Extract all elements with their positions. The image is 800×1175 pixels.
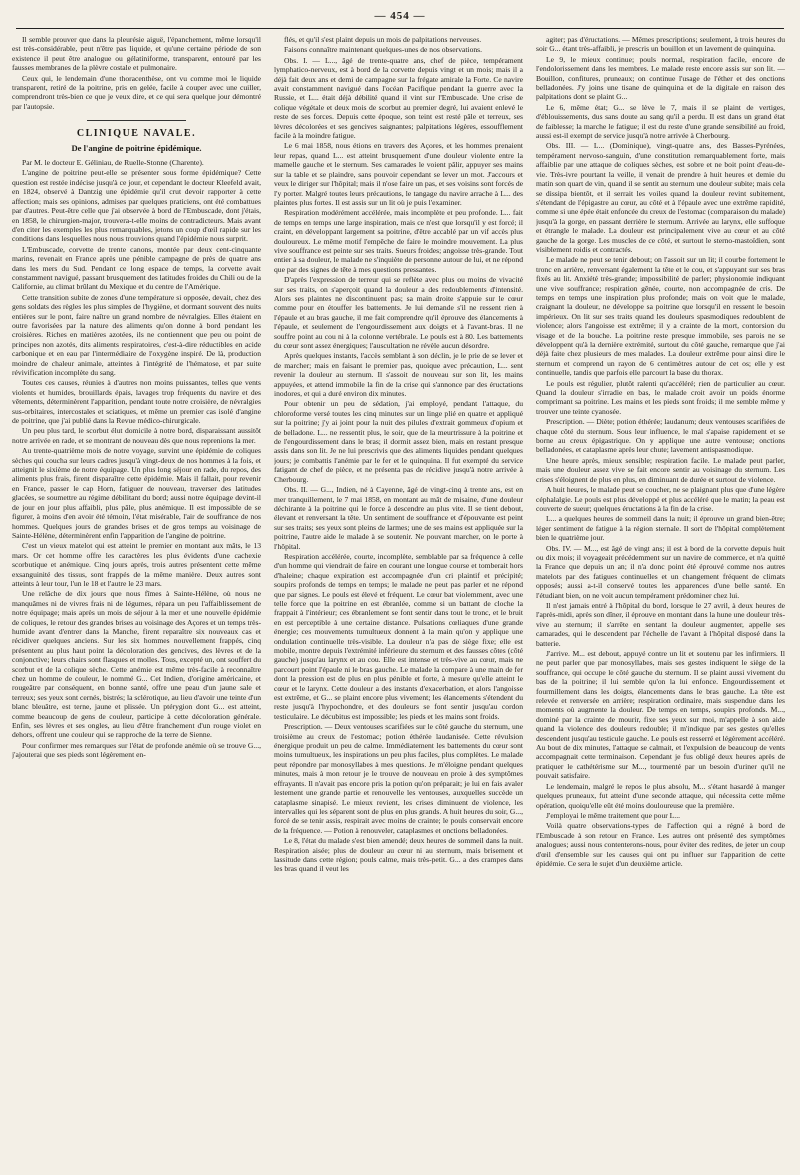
paragraph: L'Embuscade, corvette de trente canons, montée par deux cent-cinquante marins, revenait en France après une pénible campagne de près de quatre ans dans les mers du Sud. Pendant ce long espace de temps, la corvette avait constamment navigué, passant brusquement des latitudes froides du Chili ou de la Californie, au climat brûlant du Mexique et du centre de l'Amérique. <box>12 244 261 292</box>
paragraph: L... a quelques heures de sommeil dans la nuit; il éprouve un grand bien-être; léger sentiment de fatigue à la région sternale. Il sort de l'hôpital complètement bien le quatrième jour. <box>536 514 785 543</box>
paragraph: Obs. III. — L... (Dominique), vingt-quatre ans, des Basses-Pyrénées, tempérament nervoso-sanguin, d'une constitution remarquablement forte, mais affaiblie par une attaque de coliques sèches, est sobre et ne boit point d'eau-de-vie. Très-ivre pourtant la veille, il venait de prendre à huit heures et demie du matin son quart de vin, quand il se sentit au sternum une douleur subite; mais cela se dissipa bientôt, et il serrait les voiles quand la douleur revint subitement, s'étendant de l'épigastre au cœur, au côté et à l'épaule avec une extrême rapidité, comme si une épée était enfoncée du creux de l'estomac (comparaison du malade) jusqu'à la gorge, en passant derrière le sternum. Arrivée au larynx, elle suffoque et étrangle le malade. La douleur est principalement vive au cœur et au côté gauche de la gorge. Les muscles de ce côté, et surtout le sterno-mastoïdien, sont visiblement roidis et contractés. <box>536 141 785 254</box>
paragraph: Après quelques instants, l'accès semblant à son déclin, je le prie de se lever et de marcher; mais en faisant le premier pas, quoique avec précaution, L... sent revenir la douleur au sternum. Il s'assoit de nouveau sur son lit, les mains appuyées, et attend immobile la fin de la crise qui s'annonce par des éructations inodores, et qui a duré environ dix minutes. <box>274 351 523 399</box>
page-number: — 454 — <box>374 10 426 22</box>
paragraph: J'arrive. M... est debout, appuyé contre un lit et soutenu par les infirmiers. Il ne peut parler que par monosyllabes, mais ses gestes indiquent le siège de la souffrance, qui occupe le côté gauche du sternum. Il se plaint aussi vivement du bas de la poitrine; il lui semble qu'on la lui enfonce. Engourdissement et fourmillement dans les doigts, élancements dans le bras gauche. La tête est relevée et renversée en arrière; respiration ordinaire, mais suspendue dans les moments où augmente la douleur. De temps en temps, soupirs profonds. M..., dominé par la crainte de mourir, fixe ses yeux sur moi, m'appelle à son aide quand la violence des douleurs redouble; il m'indique par ses gestes qu'elles descendent jusqu'au testicule gauche. Le pouls est resserré et légèrement accéléré. Au bout de dix minutes, l'attaque se calmait, et l'expulsion de beaucoup de vents accompagnait cette terminaison. Cependant je fus obligé deux heures après de pratiquer le cathétérisme sur M..., tourmenté par un besoin d'uriner qu'il ne pouvait satisfaire. <box>536 649 785 781</box>
section-divider <box>87 120 187 121</box>
paragraph: Prescription. — Diète; potion éthérée; laudanum; deux ventouses scarifiées de chaque côté du sternum. Sous leur influence, le mal s'apaise rapidement et se borne au creux épigastrique. On y applique une autre ventouse; onctions belladonées, et cataplasme après leur chute; lavement antispasmodique. <box>536 417 785 455</box>
article-subtitle: De l'angine de poitrine épidémique. <box>71 142 202 153</box>
paragraph: Au trente-quatrième mois de notre voyage, survint une épidémie de coliques sèches qui coucha sur leurs cadres jusqu'à vingt-deux de nos hommes à la fois, et atteignit le sixième de notre équipage. Un plus long séjour en rade, du repos, des aliments plus frais, firent disparaître cette épidémie. Mais il fallait, pour revenir en France, passer le cap Horn, fatiguer de nouveau, traverser des latitudes glacées, se soumettre au régime débilitant du bord; aussi notre équipage devint-il de jour en jour plus affaibli, plus pâle, plus anémique. Il est impossible de se figurer, à moins d'en avoir été témoin, l'état misérable, l'air de souffrance de nos hommes. Quelques jours de grandes brises et de gros temps au voisinage de Sainte-Hélène, déterminèrent enfin l'apparition de l'angine de poitrine. <box>12 446 261 540</box>
paragraph: Obs. II. — G..., Indien, né à Cayenne, âgé de vingt-cinq à trente ans, est en mer tranquillement, le 7 mai 1858, en montant au mât de misaine, d'une douleur déchirante à la poitrine qui le force à descendre au plus vite. Il se tient debout, élevant et renversant la tête. Un sentiment de souffrance et d'épouvante est peint sur ses traits; ses yeux sont pleins de larmes; une de ses mains est appliquée sur la poitrine, l'autre aide le malade à se soutenir. Ne pouvant marcher, on le porte à l'hôpital. <box>274 485 523 551</box>
paragraph: flés, et qu'il s'est plaint depuis un mois de palpitations nerveuses. <box>284 35 482 44</box>
paragraph: Respiration modérément accélérée, mais incomplète et peu profonde. L... fait de temps en temps une large inspiration, mais ce n'est que lorsqu'il y est forcé; il craint, en développant largement sa poitrine, d'être accablé par un vif accès plus douloureux. Le même motif l'empêche de faire le moindre mouvement. La plus vive souffrance est peinte sur ses traits. Sueurs froides; angoisse très-grande. Tout entier à sa douleur, le malade ne s'inquiète de personne autour de lui, et ne répond que par des signes de tête à mes questions pressantes. <box>274 208 523 274</box>
paragraph: Une relâche de dix jours que nous fîmes à Sainte-Hélène, où nous ne manquâmes ni de vivres frais ni de légumes, répara un peu l'affaiblissement de notre équipage; mais après un mois de séjour à la mer et une nouvelle épidémie de coliques, le retour des grandes brises au voisinage des Açores et un temps très-humide avant d'entrer dans la Manche, firent reparaître six nouveaux cas et récidiver quelques anciens. Sur les six hommes nouvellement frappés, cinq présentent au plus haut point la décoloration des gencives, des lèvres et de la conjonctive; leurs chairs sont flasques et molles. Tous, excepté un, ont souffert du scorbut et de la colique sèche. Cette anémie est même très-facile à reconnaître chez un homme de couleur, le nommé G... Cet Indien, d'origine américaine, et rougeâtre par conséquent, en bonne santé, offre une peau d'un jaune sale et terreux; ses yeux sont cernés, bistrés; la sclérotique, au lieu d'avoir une teinte d'un blanc bleuâtre, est terne, jaune et plissée. Un ptérygion dont G... est atteint, comme beaucoup de gens de couleur, participe à cette décoloration générale. Enfin, ses lèvres et ses ongles, au lieu d'être franchement d'un rouge violet en dehors, offrent une couleur qui se rapproche de la terre de Sienne. <box>12 589 261 740</box>
column-2 <box>274 35 523 1173</box>
paragraph: Il semble prouver que dans la pleurésie aiguë, l'épanchement, même lorsqu'il est très-considérable, peut n'être pas liquide, et qu'une certaine période de son existence il peut être analogue ou gélatiniforme, transparent, entouré par les fausses membranes de la plèvre costale et pulmonaire. <box>12 35 261 73</box>
paragraph: A huit heures, le malade peut se coucher, ne se plaignant plus que d'une légère céphalalgie. Le pouls est plus développé et plus accéléré que le matin; la peau est couverte de sueur; quelques éructations à la fin de la crise. <box>536 485 785 513</box>
paragraph: D'après l'expression de terreur qui se reflète avec plus ou moins de vivacité sur ses traits, on s'aperçoit quand la douleur a des redoublements d'intensité. Alors ses plaintes ne discontinuent pas; sa main droite s'appuie sur le cœur comme pour en étouffer les battements. Je lui demande s'il ne ressent rien à l'épaule et au bras gauche, il me fait comprendre qu'il éprouve des élancements à l'épaule, et seulement de l'engourdissement aux doigts et à l'avant-bras. Il ne souffre point au cou ni à la colonne vertébrale. Le pouls est à 80. Les battements du cœur sont assez énergiques; l'auscultation ne révèle aucun désordre. <box>274 275 523 350</box>
paragraph: Toutes ces causes, réunies à d'autres non moins puissantes, telles que vents violents et humides, brouillards épais, lavages trop fréquents du navire et des vêtements, déterminèrent l'apparition, pendant toute notre croisière, de névralgies sus-orbitaires, intercostales et sciatiques, et même un premier cas isolé d'angine de poitrine, que j'ai publié dans la Revue médico-chirurgicale. <box>12 378 261 426</box>
paragraph: Obs. I. — L..., âgé de trente-quatre ans, chef de pièce, tempérament lymphatico-nerveux, est à bord de la corvette depuis vingt et un mois; mais il a déjà fait deux ans et demi de campagne sur la frégate amirale la Forte. Ce navire avait constamment navigué dans l'océan Pacifique pendant la guerre avec la Russie, et L... était déjà débilité quand il vint sur l'Embuscade. Une crise de colique végétale et deux mois de scorbut au premier degré, lui avaient enlevé le reste de ses forces. Depuis cette époque, son teint est resté pâle et terreux, ses lèvres décolorées et ses gencives saignantes; palpitations légères, essoufflement facile à la moindre fatigue. <box>274 55 523 141</box>
paragraph: Faisons connaître maintenant quelques-unes de nos observations. <box>284 45 483 55</box>
column-1-intro <box>12 35 261 111</box>
columns <box>12 35 788 1173</box>
paragraph: Le pouls est régulier, plutôt ralenti qu'accéléré; rien de particulier au cœur. Quand la douleur s'irradie en bas, le malade croit avoir un poids énorme comprimant sa poitrine. Les mains et les pieds sont froids; il me semble même y trouver une teinte cyanosée. <box>536 378 785 416</box>
paragraph: J'employai le même traitement que pour L... <box>546 810 681 820</box>
paragraph: Obs. IV. — M..., est âgé de vingt ans; il est à bord de la corvette depuis huit ou dix mois; il voyageait précédemment sur un navire de commerce, et n'a quitté la France que depuis un an; il n'a donc point été éprouvé comme nos autres matelots par des fatigues continuelles et un changement fréquent de climats opposés; aussi a-t-il conservé toutes les apparences d'une belle santé. En l'étudiant bien, on ne voit aucun tempérament prédominer chez lui. <box>536 543 785 600</box>
article-byline: Par M. le docteur E. Géliniau, de Ruelle-Stonne (Charente). <box>22 158 204 168</box>
paragraph: Voilà quatre observations-types de l'affection qui a régné à bord de l'Embuscade à son retour en France. Les autres ont présenté des symptômes analogues; aussi nous contenterons-nous, pour éviter des redites, de jeter un coup d'œil d'ensemble sur les causes qui ont pu influer sur l'apparition de cette épidémie. Ce sera le sujet d'un deuxième article. <box>536 821 785 868</box>
paragraph: C'est un vieux matelot qui est atteint le premier en montant aux mâts, le 13 mars. Or cet homme offre les caractères les plus évidents d'une cachexie scorbutique et anémique. Cinq jours après, trois autres présentent cette même exsanguinité des tissus, sont frappés de la même manière. Deux autres sont atteints à leur tour, l'un le 18 et l'autre le 23 mars. <box>12 541 261 588</box>
paragraph: Le malade ne peut se tenir debout; on l'assoit sur un lit; il courbe fortement le tronc en arrière, renversant également la tête et le cou, et s'appuyant sur ses bras fixés au lit. Anxiété très-grande; impossibilité de parler; physionomie indiquant une vive souffrance; respiration gênée, courte, non accompagnée de cris. De temps en temps une inspiration plus profonde; mais on voit que le malade, craignant la douleur, ne développe sa poitrine que lorsqu'il en ressent le besoin impérieux. On lit sur ses traits quand les douleurs spasmodiques redoublent de violence; alors l'angoisse est extrême; il y a crainte de la mort, contorsion du visage et de la bouche. La poitrine reste presque immobile, ses parois ne se développent qu'à la dernière extrémité, surtout du côté gauche, remarque que j'ai déjà faite chez plusieurs de mes malades. La douleur extrême pour ainsi dire le sternum et comprend un rayon de 6 centimètres autour de cet os; elle y est continuelle, tandis que parfois elle parcourt la base du thorax. <box>536 255 785 378</box>
paragraph: Pour confirmer mes remarques sur l'état de profonde anémie où se trouve G..., j'ajouterai que ses pieds sont légèrement en- <box>12 740 261 760</box>
paragraph: Le 8, l'état du malade s'est bien amendé; deux heures de sommeil dans la nuit. Respiration aisée; plus de douleur au cœur ni au sternum, mais brisement et lassitude dans cette région; pouls calme, mais très-petit. G... a des crampes dans les bras quand il veut les <box>274 836 523 874</box>
paragraph: Le 6, même état; G... se lève le 7, mais il se plaint de vertiges, d'éblouissements, dus sans doute au sang qu'il a perdu. Il est dans un grand état de faiblesse; la marche le fatigue; il est du reste d'une grande sensibilité au froid, aussi est-il exempt de service jusqu'à notre arrivée à Cherbourg. <box>536 102 785 141</box>
paragraph: Il n'est jamais entré à l'hôpital du bord, lorsque le 27 avril, à deux heures de l'après-midi, après son dîner, il éprouve en montant dans la hune une douleur très-vive au sternum; il s'arrête en sentant la douleur augmenter, appelle ses camarades, qui le descendent par l'échelle de l'avant à l'hôpital disposé dans la batterie. <box>536 600 785 648</box>
paragraph: Le lendemain, malgré le repos le plus absolu, M... s'étant hasardé à manger quelques pruneaux, fut atteint d'une seconde attaque, qui nécessita cette même opération, quoiqu'elle eût été moins douloureuse que la première. <box>536 781 785 810</box>
column-1 <box>12 35 261 1173</box>
section-title: CLINIQUE NAVALE. <box>76 128 197 140</box>
column-1-body <box>12 168 261 759</box>
paragraph: Pour obtenir un peu de sédation, j'ai employé, pendant l'attaque, du chloroforme versé toutes les cinq minutes sur un linge plié en quatre et appliqué sur la poitrine; j'y ai joint pour la nuit des pilules d'extrait gommeux d'opium et de belladone. L... ne ressentit plus, le soir, que de la meurtrissure à la poitrine et de l'engourdissement dans le bras; il dormit assez bien, mais en restant presque assis dans son lit. Je ne lui prescrivis que des aliments liquides pendant quelques jours; je combattis l'anémie par le fer et le quinquina. Il fut exempté du service fatigant de chef de pièce, et ne présenta pas de récidive jusqu'à notre arrivée à Cherbourg. <box>274 399 523 484</box>
paragraph: Un peu plus tard, le scorbut élut domicile à notre bord, disparaissant aussitôt notre arrivée en rade, et se montrant de nouveau dès que nous reprenions la mer. <box>12 426 261 445</box>
paragraph: Prescription. — Deux ventouses scarifiées sur le côté gauche du sternum, une troisième au creux de l'estomac; potion éthérée laudanisée. Cette révulsion énergique produit un peu de calme. Immédiatement les battements du cœur sont moins tumultueux, les inspirations un peu plus faciles, plus complètes. Le malade peut répondre par monosyllabes à mes questions. Je m'éloigne pendant quelques minutes, mais à mon retour je le trouve de nouveau en proie à des symptômes effrayants. Il n'avait pas encore pris la potion qu'on préparait; je lui en fais avaler lestement une grande partie et renouvelle les ventouses, auxquelles succède un cataplasme sinapisé. Le mieux revient, les crises diminuent de violence, les intervalles qui les séparent sont de plus en plus grands. A huit heures du soir, G..., forcé de se tenir assis, respirait avec moins de crainte; le pouls conservait encore de la fréquence. — Potion à renouveler, cataplasmes et onctions belladonées. <box>274 722 523 835</box>
paragraph: Respiration accélérée, courte, incomplète, semblable par sa fréquence à celle d'un homme qui viendrait de faire en courant une longue course et tomberait hors d'haleine; chaque expiration est accompagnée d'un cri plaintif et précipité; soupirs profonds de temps en temps; le malade ne peut pas parler et ne répond que par signes. Le pouls est élevé et fréquent. Le cœur bat violemment, avec une telle force que la poitrine en est ébranlée, comme si un battant de cloche la frappait à l'intérieur; ces ébranlement se font sentir dans tout le tronc, et le bruit en est perceptible à une certaine distance. Pulsations cœliaques d'une grande énergie; ces mouvements tumultueux donnent à la main qu'on y applique une ondulation continuelle très-visible. La douleur n'a pas de siège fixe; elle est mobile, montre depuis l'extrémité inférieure du sternum et des fausses côtes (côté gauche) jusqu'au larynx et au cou. Elle est intense et très-vive au cœur, mais ne parcourt point l'épaule ni le bras gauche. Le malade la compare à une main de fer dont la pression est de plus en plus pénible et forte, à mesure qu'elle atteint le cœur et le larynx. Cette douleur a des instants d'exacerbation, et alors l'angoisse est extrême, et G... se plaint encore plus vivement; les élancements s'étendent du reste jusqu'à l'hypochondre, et des douleurs se font sentir jusqu'au cordon testiculaire. Le décubitus est impossible; les pieds et les mains sont froids. <box>274 551 523 721</box>
paragraph: Le 6 mai 1858, nous étions en travers des Açores, et les hommes prenaient leur repas, quand L... est atteint brusquement d'une douleur violente entre la mamelle gauche et le sternum. Ses camarades le voient pâlir, appuyer ses mains sur la table et se plaindre, sans pouvoir cependant se lever un mot. J'accours et veux le diriger sur l'hôpital; mais il n'ose faire un pas, et ses voisins sont forcés de l'y porter. Malgré toutes leurs précautions, le tangage du navire arrache à L... des plaintes plus fortes. Il est assis sur un lit où je puis l'examiner. <box>274 141 523 207</box>
paragraph: agiter; pas d'éructations. — Mêmes prescriptions; seulement, à trois heures du soir G... étant très-affaibli, je prescris un bouillon et un lavement de quinquina. <box>536 35 785 54</box>
paragraph: Une heure après, mieux sensible; respiration facile. Le malade peut parler, mais une douleur assez vive se fait encore sentir au voisinage du sternum. Les crises s'éloignent de plus en plus, en diminuant de durée et surtout de violence. <box>536 455 785 484</box>
paragraph: Ceux qui, le lendemain d'une thoracenthèse, ont vu comme moi le liquide transparent, retiré de la poitrine, pris en gelée, facile à couper avec une cuiller, comprendront très-bien ce que je veux dire, et ce qui sera quelque jour démontré par l'autopsie. <box>12 73 261 111</box>
paragraph: L'angine de poitrine peut-elle se présenter sous forme épidémique? Cette question est restée indécise jusqu'à ce jour, et cependant le docteur Kleefeld avait, en 1824, observé à Dantzig une épidémie qu'il crut devoir rapporter à cette affection; mais ses opinions, admises par quelques praticiens, ont été combattues par d'autres. Peut-être celle que j'ai observée à bord de l'Embuscade, dont j'étais, en 1858, le chirurgien-major, trouvera-t-elle moins de contradicteurs. Mais avant d'en citer les exemples les plus remarquables, jetons un coup d'œil rapide sur les conditions dans lesquelles nous nous trouvions quand l'épidémie nous surprit. <box>12 168 261 244</box>
page-header <box>16 10 784 29</box>
column-3 <box>536 35 785 1173</box>
paragraph: Le 9, le mieux continue; pouls normal, respiration facile, encore de l'endolorissement dans les membres. Le malade reste encore assis sur son lit. — Bouillon, confitures, pruneaux; on continue l'usage de l'éther et des onctions belladonées. J'y joins une tisane de quinquina et de la digitale en raison des palpitations dont se plaint G... <box>536 54 785 102</box>
paragraph: Cette transition subite de zones d'une température si opposée, devait, chez des gens soldats des règles les plus simples de l'hygiène, et dormant souvent des nuits entières sur le pont, faire naître un grand nombre de névralgies. Elles étaient en outre favorisées par la nature des aliments qu'on donne à bord pendant les croisières. Riches en matières azotées, ils ne contiennent que peu ou point de principes non azotés, dits aliments respiratoires, c'est-à-dire réductibles en acide carbonique et en eau par l'intermédiaire de l'oxygène inspiré. De là, production moindre de chaleur animale, atteintes à l'intégrité de l'hématose, et par suite révivification incomplète du sang. <box>12 292 261 377</box>
